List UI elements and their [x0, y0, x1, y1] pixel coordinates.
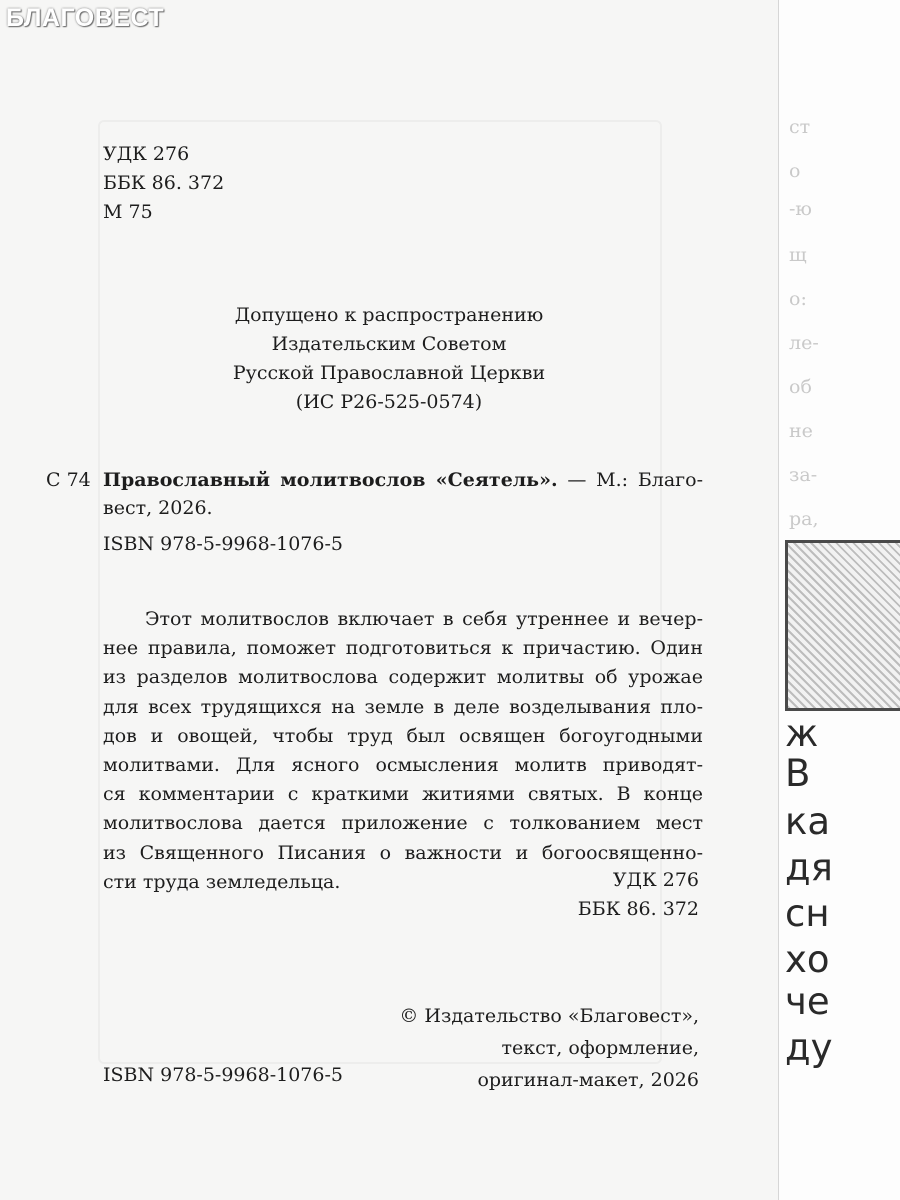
copyright-line: © Издательство «Благовест»,	[399, 1005, 699, 1027]
faint-text: за-	[789, 464, 818, 486]
approval-line: Издательским Советом	[271, 333, 507, 355]
faint-text: щ	[789, 244, 807, 266]
udk-code: УДК 276	[103, 143, 190, 165]
approval-number: (ИС Р26-525-0574)	[295, 391, 483, 413]
copyright-line: оригинал-макет, 2026	[477, 1069, 699, 1091]
annotation-line: Этот молитвослов включает в себя утреннее и вечер-	[145, 608, 703, 630]
isbn-bottom: ISBN 978-5-9968-1076-5	[103, 1064, 343, 1086]
faint-text: ст	[789, 116, 811, 138]
copyright-line: текст, оформление,	[501, 1037, 699, 1059]
wheat-ornament-icon	[785, 540, 900, 711]
faint-text: ра,	[789, 508, 819, 530]
next-page-text: хо	[785, 938, 830, 981]
annotation-line: ся комментарии с краткими житиями святых. В конце	[103, 783, 703, 806]
next-page-text: дя	[785, 846, 833, 889]
faint-text: -ю	[789, 198, 812, 220]
faint-text: не	[789, 420, 813, 442]
catalog-imprint-line2: вест, 2026.	[103, 497, 213, 519]
isbn-catalog: ISBN 978-5-9968-1076-5	[103, 533, 343, 555]
author-mark: М 75	[103, 201, 153, 223]
bbk-code: ББК 86. 372	[103, 172, 225, 194]
annotation	[103, 606, 703, 898]
bbk-code: ББК 86. 372	[577, 898, 699, 920]
approval-line: Русской Православной Церкви	[232, 362, 546, 384]
annotation-line: для всех трудящихся на земле в деле возделывания пло-	[103, 695, 703, 718]
catalog-entry	[103, 467, 703, 493]
book-title: Православный молитвослов «Сеятель».	[103, 469, 558, 491]
catalog-imprint: — М.: Благо-	[557, 469, 703, 491]
next-page-text: сн	[785, 892, 830, 935]
next-page-text: В	[785, 752, 811, 795]
catalog-code: С 74	[46, 469, 91, 491]
annotation-line: сти труда земледельца.	[103, 870, 341, 893]
site-watermark: БЛАГОВЕСТ	[6, 4, 165, 32]
faint-text: ле-	[789, 332, 819, 354]
faint-text: о:	[789, 288, 807, 310]
next-page-text: ка	[785, 800, 831, 843]
classification-codes-right	[399, 867, 699, 925]
annotation-line: молитвами. Для ясного осмысления молитв приводят-	[103, 753, 703, 776]
next-page-text: ж	[785, 712, 819, 755]
annotation-line: из Священного Писания о важности и богоосвященно-	[103, 841, 703, 864]
next-page-text: че	[785, 980, 830, 1023]
annotation-line: молитвослова дается приложение с толкованием мест	[103, 812, 703, 835]
approval-line: Допущено к распространению	[234, 304, 544, 326]
faint-text: об	[789, 376, 812, 398]
faint-text: о	[789, 160, 801, 182]
annotation-line: из разделов молитвослова содержит молитвы об урожае	[103, 666, 703, 689]
next-page-edge	[778, 0, 900, 1200]
classification-codes	[103, 141, 224, 228]
annotation-line: нее правила, поможет подготовиться к причастию. Один	[103, 637, 703, 660]
next-page-text: ду	[785, 1026, 833, 1069]
udk-code: УДК 276	[612, 869, 699, 891]
annotation-line: дов и овощей, чтобы труд был освящен богоугодными	[103, 724, 703, 747]
approval-block	[0, 302, 778, 418]
